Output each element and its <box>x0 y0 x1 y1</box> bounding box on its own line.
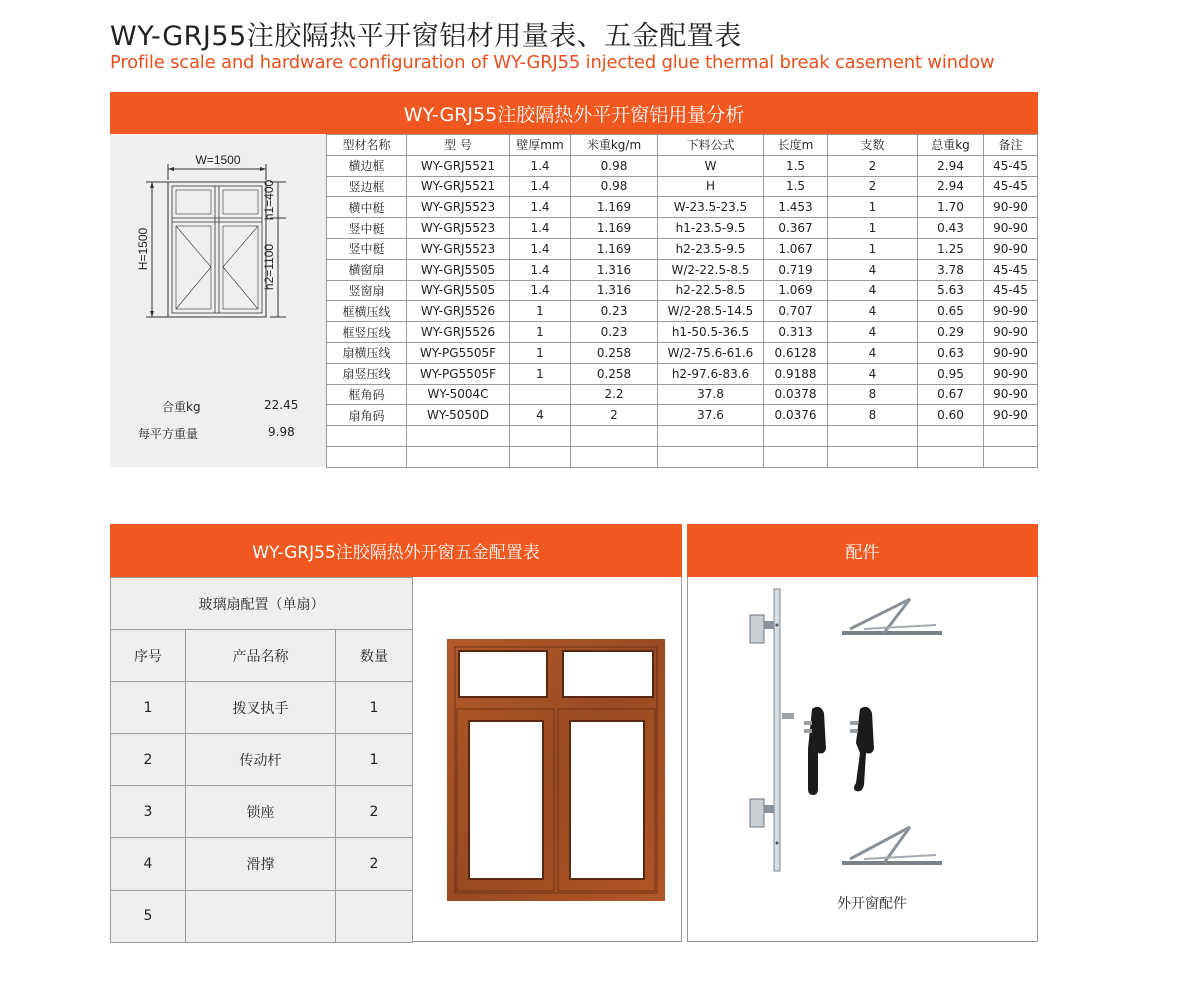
hardware-section-header: WY-GRJ55注胶隔热外开窗五金配置表 <box>110 524 682 577</box>
table-cell: WY-GRJ5526 <box>407 322 510 343</box>
profile-table-header-row <box>327 135 1038 156</box>
table-cell <box>918 446 984 467</box>
table-cell: 37.8 <box>658 384 764 405</box>
table-cell: 1.4 <box>510 280 571 301</box>
table-cell: 90-90 <box>984 363 1038 384</box>
table-cell: 2 <box>336 786 413 838</box>
table-cell: 框横压线 <box>327 301 407 322</box>
table-cell: 1 <box>510 363 571 384</box>
table-cell: 1 <box>510 322 571 343</box>
column-header: 米重kg/m <box>571 135 658 156</box>
profile-section-header: WY-GRJ55注胶隔热外平开窗铝用量分析 <box>110 92 1038 134</box>
table-cell: 2 <box>828 176 918 197</box>
table-row <box>327 384 1038 405</box>
table-cell <box>186 890 336 942</box>
table-cell: 1.069 <box>764 280 828 301</box>
table-cell: 1.169 <box>571 197 658 218</box>
column-header: 总重kg <box>918 135 984 156</box>
total-weight-value: 22.45 <box>264 398 299 412</box>
table-cell: 3.78 <box>918 259 984 280</box>
table-cell: WY-5050D <box>407 405 510 426</box>
table-cell: 0.63 <box>918 342 984 363</box>
h2-dimension-label: h2=1100 <box>262 243 276 291</box>
table-row <box>327 322 1038 343</box>
table-cell: 0.0376 <box>764 405 828 426</box>
table-cell: 1 <box>828 218 918 239</box>
table-cell: WY-GRJ5523 <box>407 218 510 239</box>
table-cell: 4 <box>510 405 571 426</box>
column-header: 序号 <box>111 630 186 682</box>
table-cell: 90-90 <box>984 238 1038 259</box>
table-cell: 90-90 <box>984 384 1038 405</box>
accessories-image <box>688 585 1037 885</box>
table-cell: WY-GRJ5523 <box>407 238 510 259</box>
table-cell: 框竖压线 <box>327 322 407 343</box>
accessories-section-box <box>687 577 1038 942</box>
table-cell: WY-GRJ5526 <box>407 301 510 322</box>
table-cell: 1.4 <box>510 238 571 259</box>
table-cell: W <box>658 155 764 176</box>
table-cell: 0.98 <box>571 155 658 176</box>
table-cell: 扇竖压线 <box>327 363 407 384</box>
table-row <box>327 197 1038 218</box>
table-cell: h2-22.5-8.5 <box>658 280 764 301</box>
table-cell <box>336 890 413 942</box>
table-cell <box>510 426 571 447</box>
table-row <box>327 155 1038 176</box>
table-cell: WY-PG5505F <box>407 342 510 363</box>
accessories-section-header: 配件 <box>687 524 1038 577</box>
column-header: 型 号 <box>407 135 510 156</box>
table-row <box>327 363 1038 384</box>
table-row <box>111 786 413 838</box>
table-cell: 8 <box>828 384 918 405</box>
page-title: WY-GRJ55注胶隔热平开窗铝材用量表、五金配置表 <box>110 21 742 52</box>
column-header: 备注 <box>984 135 1038 156</box>
table-cell: 1 <box>828 238 918 259</box>
table-cell: 0.43 <box>918 218 984 239</box>
table-cell: 1.5 <box>764 176 828 197</box>
table-cell: 1.067 <box>764 238 828 259</box>
table-cell: 45-45 <box>984 259 1038 280</box>
table-cell: 2 <box>111 734 186 786</box>
table-cell: 90-90 <box>984 218 1038 239</box>
table-cell: 90-90 <box>984 342 1038 363</box>
table-cell: 4 <box>828 280 918 301</box>
window-elevation-diagram <box>110 134 326 467</box>
table-cell: 横边框 <box>327 155 407 176</box>
table-cell: 0.719 <box>764 259 828 280</box>
table-row <box>111 838 413 890</box>
table-row <box>327 301 1038 322</box>
table-cell: 1 <box>336 682 413 734</box>
table-cell: WY-GRJ5523 <box>407 197 510 218</box>
table-cell: 0.98 <box>571 176 658 197</box>
table-row <box>111 682 413 734</box>
table-cell: 竖边框 <box>327 176 407 197</box>
table-row <box>327 426 1038 447</box>
table-cell: 竖中梃 <box>327 218 407 239</box>
table-cell: 1.5 <box>764 155 828 176</box>
table-row <box>327 446 1038 467</box>
table-cell: WY-GRJ5505 <box>407 280 510 301</box>
table-row <box>327 259 1038 280</box>
table-cell: 锁座 <box>186 786 336 838</box>
table-cell: 传动杆 <box>186 734 336 786</box>
table-cell: 1 <box>510 301 571 322</box>
table-cell: 0.23 <box>571 301 658 322</box>
table-cell: 45-45 <box>984 155 1038 176</box>
table-cell <box>658 426 764 447</box>
table-cell: 1 <box>111 682 186 734</box>
table-cell: H <box>658 176 764 197</box>
table-cell: 0.9188 <box>764 363 828 384</box>
table-row <box>111 734 413 786</box>
column-header: 长度m <box>764 135 828 156</box>
table-cell: 横中梃 <box>327 197 407 218</box>
table-cell: 1.4 <box>510 155 571 176</box>
table-cell: 90-90 <box>984 405 1038 426</box>
table-cell: 0.29 <box>918 322 984 343</box>
table-cell: 4 <box>828 322 918 343</box>
table-cell: WY-GRJ5521 <box>407 176 510 197</box>
table-cell: 拨叉执手 <box>186 682 336 734</box>
table-cell: 1 <box>336 734 413 786</box>
table-row <box>327 238 1038 259</box>
table-cell: 1.70 <box>918 197 984 218</box>
weight-per-sqm-label: 每平方重量 <box>138 427 199 441</box>
table-cell: 扇角码 <box>327 405 407 426</box>
table-cell: 2.94 <box>918 155 984 176</box>
table-cell <box>510 384 571 405</box>
window-product-image <box>447 639 677 911</box>
table-cell: h1-23.5-9.5 <box>658 218 764 239</box>
table-cell: 4 <box>828 301 918 322</box>
table-cell: 90-90 <box>984 197 1038 218</box>
width-dimension-label: W=1500 <box>195 153 241 167</box>
table-cell <box>327 446 407 467</box>
table-cell <box>571 426 658 447</box>
table-cell: 扇横压线 <box>327 342 407 363</box>
table-cell: WY-GRJ5505 <box>407 259 510 280</box>
weight-per-sqm-value: 9.98 <box>268 425 295 439</box>
table-cell: 1.316 <box>571 259 658 280</box>
hardware-config-table <box>110 577 413 943</box>
table-cell: h1-50.5-36.5 <box>658 322 764 343</box>
column-header: 型材名称 <box>327 135 407 156</box>
table-cell: 1 <box>510 342 571 363</box>
table-cell: WY-PG5505F <box>407 363 510 384</box>
table-cell <box>510 446 571 467</box>
column-header: 产品名称 <box>186 630 336 682</box>
table-cell <box>407 446 510 467</box>
table-cell <box>828 446 918 467</box>
table-cell: 框角码 <box>327 384 407 405</box>
table-cell: 0.258 <box>571 363 658 384</box>
table-cell: 0.367 <box>764 218 828 239</box>
table-cell: 3 <box>111 786 186 838</box>
table-row <box>327 405 1038 426</box>
table-cell: 90-90 <box>984 301 1038 322</box>
table-cell: 1.4 <box>510 176 571 197</box>
table-cell: 竖窗扇 <box>327 280 407 301</box>
table-cell: 2 <box>828 155 918 176</box>
page-subtitle: Profile scale and hardware configuration of WY-GRJ55 injected glue thermal break casement window <box>110 52 995 73</box>
table-cell: WY-GRJ5521 <box>407 155 510 176</box>
table-cell: 1.4 <box>510 197 571 218</box>
table-cell: 0.95 <box>918 363 984 384</box>
table-cell: 1.316 <box>571 280 658 301</box>
table-cell: 竖中梃 <box>327 238 407 259</box>
table-cell: 4 <box>111 838 186 890</box>
window-diagram-panel <box>110 134 326 467</box>
column-header: 数量 <box>336 630 413 682</box>
table-cell: 90-90 <box>984 322 1038 343</box>
table-cell <box>407 426 510 447</box>
h1-dimension-label: h1=400 <box>262 179 276 221</box>
table-cell: 0.67 <box>918 384 984 405</box>
table-row <box>327 280 1038 301</box>
table-cell: 1.4 <box>510 218 571 239</box>
table-cell: 4 <box>828 342 918 363</box>
table-row <box>111 890 413 942</box>
table-cell <box>327 426 407 447</box>
column-header: 支数 <box>828 135 918 156</box>
table-cell: 横窗扇 <box>327 259 407 280</box>
table-cell: 0.0378 <box>764 384 828 405</box>
table-cell: 45-45 <box>984 176 1038 197</box>
total-weight-label: 合重kg <box>162 400 201 414</box>
table-cell: 0.707 <box>764 301 828 322</box>
table-cell: 0.23 <box>571 322 658 343</box>
table-cell: 0.60 <box>918 405 984 426</box>
table-cell: WY-5004C <box>407 384 510 405</box>
table-row <box>327 176 1038 197</box>
table-cell: W-23.5-23.5 <box>658 197 764 218</box>
table-cell: 2.94 <box>918 176 984 197</box>
table-cell: W/2-75.6-61.6 <box>658 342 764 363</box>
table-cell: 0.65 <box>918 301 984 322</box>
table-cell: 2 <box>571 405 658 426</box>
table-row <box>327 342 1038 363</box>
table-cell <box>984 446 1038 467</box>
table-cell: 1.25 <box>918 238 984 259</box>
profile-usage-table <box>326 134 1038 468</box>
table-cell: 37.6 <box>658 405 764 426</box>
table-cell: 滑撑 <box>186 838 336 890</box>
table-cell: h2-97.6-83.6 <box>658 363 764 384</box>
table-cell: 45-45 <box>984 280 1038 301</box>
table-cell: 1.169 <box>571 218 658 239</box>
table-cell: h2-23.5-9.5 <box>658 238 764 259</box>
table-cell: 1.453 <box>764 197 828 218</box>
table-cell <box>658 446 764 467</box>
table-cell: 0.6128 <box>764 342 828 363</box>
table-cell: 4 <box>828 259 918 280</box>
table-cell: 1 <box>828 197 918 218</box>
column-header: 下料公式 <box>658 135 764 156</box>
table-cell: 2 <box>336 838 413 890</box>
table-cell <box>764 446 828 467</box>
table-cell: 8 <box>828 405 918 426</box>
table-cell: 5 <box>111 890 186 942</box>
table-cell: 4 <box>828 363 918 384</box>
table-cell: 5.63 <box>918 280 984 301</box>
table-cell: W/2-28.5-14.5 <box>658 301 764 322</box>
table-cell: 0.313 <box>764 322 828 343</box>
table-cell: 0.258 <box>571 342 658 363</box>
table-cell <box>571 446 658 467</box>
table-cell: 1.169 <box>571 238 658 259</box>
column-header: 壁厚mm <box>510 135 571 156</box>
hardware-table-caption: 玻璃扇配置（单扇） <box>111 578 413 630</box>
table-cell: 2.2 <box>571 384 658 405</box>
table-cell <box>918 426 984 447</box>
accessories-caption: 外开窗配件 <box>837 896 907 912</box>
table-cell <box>984 426 1038 447</box>
height-dimension-label: H=1500 <box>136 227 150 271</box>
table-cell <box>764 426 828 447</box>
table-row <box>327 218 1038 239</box>
table-cell: 1.4 <box>510 259 571 280</box>
table-cell: W/2-22.5-8.5 <box>658 259 764 280</box>
table-cell <box>828 426 918 447</box>
